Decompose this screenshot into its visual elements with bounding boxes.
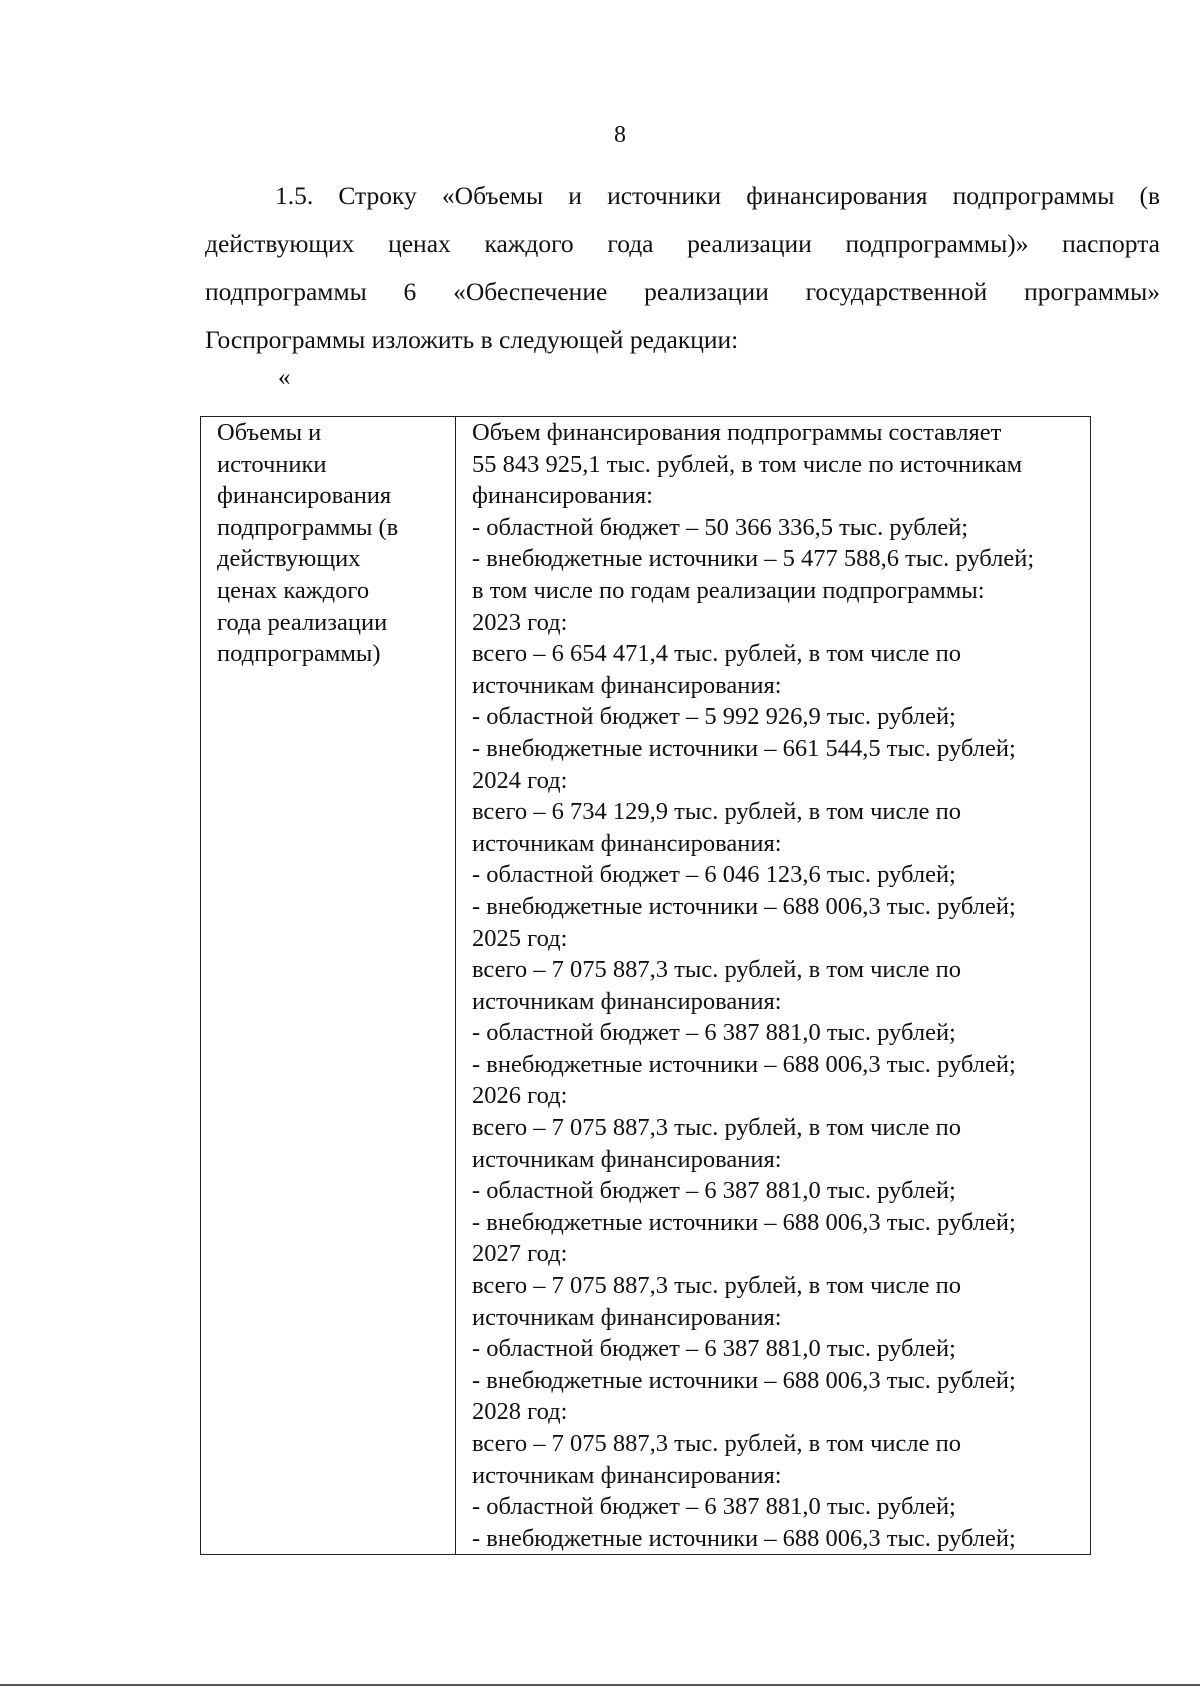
financing-table [200, 416, 1091, 1555]
value-line: всего – 7 075 887,3 тыс. рублей, в том числе по [472, 1272, 962, 1300]
value-line: всего – 7 075 887,3 тыс. рублей, в том числе по [472, 1114, 962, 1142]
value-line: - областной бюджет – 6 387 881,0 тыс. рублей; [472, 1177, 956, 1205]
value-line: - областной бюджет – 6 387 881,0 тыс. рублей; [472, 1335, 956, 1363]
value-line: всего – 6 734 129,9 тыс. рублей, в том числе по [472, 798, 962, 826]
value-line: Объем финансирования подпрограммы составляет [472, 419, 1002, 446]
value-line: - внебюджетные источники – 688 006,3 тыс. рублей; [472, 1524, 1016, 1552]
value-line: - внебюджетные источники – 688 006,3 тыс. рублей; [472, 892, 1016, 920]
value-line: - областной бюджет – 5 992 926,9 тыс. рублей; [472, 703, 956, 731]
scan-bottom-edge [0, 1684, 1200, 1686]
value-line: финансирования: [472, 482, 653, 510]
table-value-cell [456, 417, 1091, 1555]
value-line: источникам финансирования: [472, 1145, 782, 1173]
value-line: 2028 год: [472, 1398, 568, 1426]
value-line: 2025 год: [472, 924, 568, 952]
value-line: - внебюджетные источники – 688 006,3 тыс. рублей; [472, 1208, 1016, 1236]
label-line: подпрограммы (в [217, 513, 399, 541]
label-line: действующих [217, 545, 361, 573]
value-line: - внебюджетные источники – 661 544,5 тыс. рублей; [472, 734, 1016, 762]
label-line: ценах каждого [217, 576, 370, 604]
value-line: - внебюджетные источники – 5 477 588,6 тыс. рублей; [472, 545, 1035, 573]
value-line: - внебюджетные источники – 688 006,3 тыс. рублей; [472, 1050, 1016, 1078]
value-line: 2026 год: [472, 1082, 568, 1110]
page-number: 8 [614, 122, 626, 148]
table-label-cell [201, 417, 456, 1555]
label-line: подпрограммы) [217, 640, 381, 668]
value-line: источникам финансирования: [472, 987, 782, 1015]
value-line: 2027 год: [472, 1240, 568, 1268]
label-line: финансирования [217, 482, 392, 510]
value-line: в том числе по годам реализации подпрограммы: [472, 576, 985, 604]
value-line: источникам финансирования: [472, 1303, 782, 1331]
value-line: - внебюджетные источники – 688 006,3 тыс. рублей; [472, 1366, 1016, 1394]
label-line: года реализации [217, 608, 388, 636]
opening-quote-mark: « [278, 364, 291, 391]
value-line: - областной бюджет – 6 046 123,6 тыс. рублей; [472, 861, 956, 889]
value-line: всего – 7 075 887,3 тыс. рублей, в том числе по [472, 956, 962, 984]
label-line: Объемы и [217, 419, 322, 446]
intro-paragraph: 1.5. Строку «Объемы и источники финансирования подпрограммы (в действующих ценах каждого года реализации подпрограммы)» паспорта подпрограммы 6 «Обеспечение реализации государственной программы» Госпрограммы изложить в следующей редакции: [205, 181, 1160, 354]
value-line: всего – 7 075 887,3 тыс. рублей, в том числе по [472, 1430, 962, 1457]
value-line: источникам финансирования: [472, 829, 782, 857]
value-line: - областной бюджет – 50 366 336,5 тыс. рублей; [472, 513, 969, 541]
value-line: 2024 год: [472, 766, 568, 794]
value-line: 2023 год: [472, 608, 568, 636]
label-line: источники [217, 450, 327, 478]
value-line: - областной бюджет – 6 387 881,0 тыс. рублей; [472, 1493, 956, 1521]
value-line: 55 843 925,1 тыс. рублей, в том числе по источникам [472, 450, 1023, 478]
value-line: - областной бюджет – 6 387 881,0 тыс. рублей; [472, 1019, 956, 1047]
table-row [201, 417, 1091, 1555]
value-line: источникам финансирования: [472, 1461, 782, 1489]
value-line: источникам финансирования: [472, 671, 782, 699]
value-line: всего – 6 654 471,4 тыс. рублей, в том числе по [472, 640, 962, 668]
